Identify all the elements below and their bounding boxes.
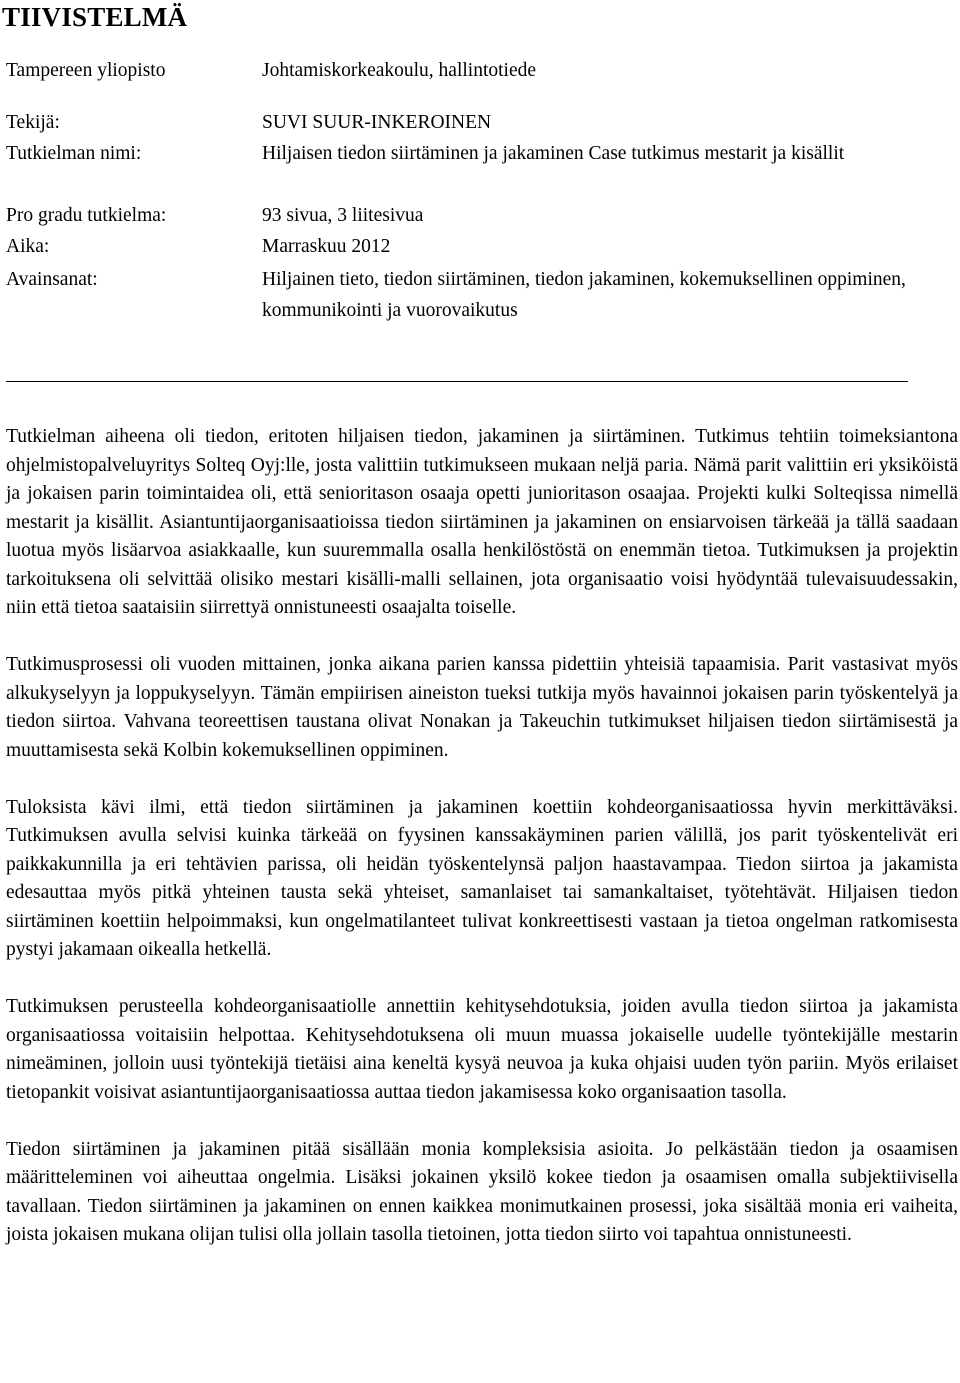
abstract-paragraph: Tutkimusprosessi oli vuoden mittainen, jonka aikana parien kanssa pidettiin yhteisiä tapaamisia. Parit vastasivat myös alkukyselyyn ja loppukyselyyn. Tämän empiirisen aineiston tueksi tutkija myös havainnoi jokaisen parin työskentelyä ja tiedon siirtoa. Vahvana teoreettisen taustana olivat Nonakan ja Takeuchin tutkimukset hiljaisen tiedon siirtämisestä ja muuttamisesta sekä Kolbin kokemuksellinen oppiminen.: [6, 654, 958, 761]
section-divider: [6, 381, 908, 382]
university-label: Tampereen yliopisto: [6, 60, 166, 81]
abstract-paragraph: Tutkimuksen perusteella kohdeorganisaatiolle annettiin kehitysehdotuksia, joiden avulla tiedon siirtoa ja jakamista organisaatiossa voitaisiin helpottaa. Kehitysehdotuksena oli muun muassa jokaiselle uudelle työntekijälle mestarin nimeäminen, jolloin uusi työntekijä tietäisi aina keneltä kysyä neuvoa ja kuka ohjaisi uuden työn pariin. Myös erilaiset tietopankit voisivat asiantuntijaorganisaatiossa auttaa tiedon jakamisessa koko organisaation tasolla.: [6, 996, 958, 1103]
page-title: TIIVISTELMÄ: [2, 2, 188, 32]
thesis-type-label: Pro gradu tutkielma:: [6, 205, 167, 226]
abstract-body: [6, 423, 958, 1278]
thesis-name-value: Hiljaisen tiedon siirtäminen ja jakaminen Case tutkimus mestarit ja kisällit: [262, 143, 845, 164]
date-value: Marraskuu 2012: [262, 236, 391, 257]
date-label: Aika:: [6, 236, 50, 257]
author-label: Tekijä:: [6, 112, 60, 133]
abstract-paragraph: Tuloksista kävi ilmi, että tiedon siirtäminen ja jakaminen koettiin kohdeorganisaatiossa hyvin merkittäväksi. Tutkimuksen avulla selvisi kuinka tärkeää on fyysinen kanssakäyminen parien välillä, jos parit työskentelivät eri paikkakunnilla ja eri tehtävien parissa, oli heidän työskentelynsä paljon haastavampaa. Tiedon siirtoa ja jakamista edesauttaa myös pitkä yhteinen tausta sekä yhteiset, samanlaiset tai samankaltaiset, työtehtävät. Hiljaisen tiedon siirtäminen koettiin helpoimmaksi, kun ongelmatilanteet tulivat konkreettisesti vastaan ja tietoa ongelman ratkomisesta pystyi jakamaan oikealla hetkellä.: [6, 796, 958, 960]
author-value: SUVI SUUR-INKEROINEN: [262, 112, 492, 133]
keywords-label: Avainsanat:: [6, 269, 98, 290]
thesis-type-value: 93 sivua, 3 liitesivua: [262, 205, 424, 226]
abstract-paragraph: Tutkielman aiheena oli tiedon, eritoten hiljaisen tiedon, jakaminen ja siirtäminen. Tutkimus tehtiin toimeksiantona ohjelmistopalveluyritys Solteq Oyj:lle, josta valittiin tutkimukseen mukaan neljä paria. Nämä parit valittiin eri yksiköistä ja jokaisen parin toimintaidea oli, että senioritason osaaja opetti junioritason osaajaa. Projekti kulki Solteqissa nimellä mestarit ja kisällit. Asiantuntijaorganisaatioissa tiedon siirtäminen ja jakaminen on ensiarvoisen tärkeää ja tällä saadaan luotua myös lisäarvoa asiakkaalle, kun suuremmalla osalla henkilöstöstä on enemmän tietoa. Tutkimuksen ja projektin tarkoituksena oli selvittää olisiko mestari kisälli-malli sellainen, jota organisaatio voisi hyödyntää tulevaisuudessakin, niin että tietoa saataisiin siirrettyä onnistuneesti osaajalta toiselle.: [6, 426, 958, 618]
thesis-name-label: Tutkielman nimi:: [6, 143, 142, 164]
abstract-paragraph: Tiedon siirtäminen ja jakaminen pitää sisällään monia kompleksisia asioita. Jo pelkästään tiedon ja osaamisen määritteleminen voi aiheuttaa ongelmia. Lisäksi jokainen yksilö kokee tiedon ja osaamisen omalla subjektiivisella tavallaan. Tiedon siirtäminen ja jakaminen on ennen kaikkea monimutkainen prosessi, joka sisältää monia eri vaiheita, joista jokaisen mukana olijan tulisi olla jollain tasolla tietoinen, jotta tiedon siirto voi tapahtua onnistuneesti.: [6, 1138, 958, 1245]
keywords-value: Hiljainen tieto, tiedon siirtäminen, tiedon jakaminen, kokemuksellinen oppiminen, kommunikointi ja vuorovaikutus: [262, 269, 906, 321]
university-value: Johtamiskorkeakoulu, hallintotiede: [262, 60, 537, 81]
